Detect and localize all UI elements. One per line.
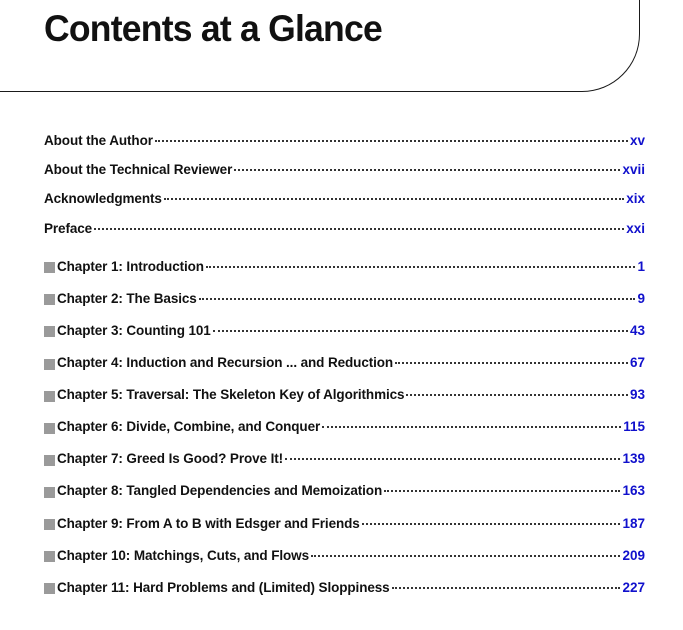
page-number-link[interactable]: 139 bbox=[622, 451, 645, 467]
square-bullet-icon bbox=[44, 519, 55, 530]
dot-leader bbox=[406, 394, 628, 396]
toc-entry-chapter-9[interactable] bbox=[44, 514, 645, 546]
dot-leader bbox=[206, 266, 636, 268]
chapter-list bbox=[44, 257, 645, 610]
toc-entry-chapter-3[interactable] bbox=[44, 321, 645, 353]
entry-title: Chapter 2: The Basics bbox=[57, 290, 197, 306]
dot-leader bbox=[213, 330, 628, 332]
toc-entry-about-the-author[interactable] bbox=[44, 131, 645, 160]
entry-title: Preface bbox=[44, 220, 93, 236]
dot-leader bbox=[392, 587, 621, 589]
square-bullet-icon bbox=[44, 423, 55, 434]
entry-title: Chapter 4: Induction and Recursion ... and Reduction bbox=[57, 355, 394, 371]
page-number-link[interactable]: xv bbox=[629, 133, 645, 148]
dot-leader bbox=[362, 523, 621, 525]
entry-title: About the Author bbox=[44, 133, 153, 148]
entry-title: Chapter 10: Matchings, Cuts, and Flows bbox=[57, 547, 309, 563]
toc-entry-chapter-10[interactable] bbox=[44, 546, 645, 578]
dot-leader bbox=[311, 555, 620, 557]
toc-entry-preface[interactable] bbox=[44, 219, 645, 248]
square-bullet-icon bbox=[44, 326, 55, 337]
toc-entry-about-the-technical-reviewer[interactable] bbox=[44, 160, 645, 189]
entry-title: Acknowledgments bbox=[44, 191, 162, 207]
square-bullet-icon bbox=[44, 262, 55, 273]
square-bullet-icon bbox=[44, 294, 55, 305]
square-bullet-icon bbox=[44, 551, 55, 562]
toc-entry-chapter-8[interactable] bbox=[44, 481, 645, 513]
dot-leader bbox=[384, 490, 620, 492]
dot-leader bbox=[322, 426, 621, 428]
page-number-link[interactable]: 67 bbox=[629, 355, 645, 371]
page-title: Contents at a Glance bbox=[44, 8, 382, 49]
dot-leader bbox=[155, 140, 628, 142]
entry-title: Chapter 1: Introduction bbox=[57, 258, 204, 274]
page-number-link[interactable]: xvii bbox=[622, 162, 645, 178]
toc-entry-chapter-11[interactable] bbox=[44, 578, 645, 610]
square-bullet-icon bbox=[44, 455, 55, 466]
dot-leader bbox=[285, 458, 620, 460]
dot-leader bbox=[395, 362, 628, 364]
toc-entry-acknowledgments[interactable] bbox=[44, 189, 645, 218]
entry-title: About the Technical Reviewer bbox=[44, 162, 233, 178]
toc-entry-chapter-4[interactable] bbox=[44, 353, 645, 385]
square-bullet-icon bbox=[44, 487, 55, 498]
toc-entry-chapter-1[interactable] bbox=[44, 257, 645, 289]
page-number-link[interactable]: 187 bbox=[622, 515, 645, 531]
entry-title: Chapter 11: Hard Problems and (Limited) Sloppiness bbox=[57, 579, 390, 595]
square-bullet-icon bbox=[44, 359, 55, 370]
dot-leader bbox=[164, 198, 624, 200]
page-number-link[interactable]: 209 bbox=[622, 547, 645, 563]
square-bullet-icon bbox=[44, 583, 55, 594]
table-of-contents bbox=[44, 131, 645, 610]
page-number-link[interactable]: 93 bbox=[629, 387, 645, 403]
toc-entry-chapter-6[interactable] bbox=[44, 417, 645, 449]
entry-title: Chapter 7: Greed Is Good? Prove It! bbox=[57, 451, 284, 467]
page-number-link[interactable]: 9 bbox=[637, 290, 645, 306]
toc-entry-chapter-2[interactable] bbox=[44, 289, 645, 321]
entry-title: Chapter 9: From A to B with Edsger and Friends bbox=[57, 515, 360, 531]
square-bullet-icon bbox=[44, 391, 55, 402]
page-number-link[interactable]: 1 bbox=[637, 258, 645, 274]
entry-title: Chapter 3: Counting 101 bbox=[57, 322, 211, 338]
toc-entry-chapter-5[interactable] bbox=[44, 385, 645, 417]
page-number-link[interactable]: 227 bbox=[622, 579, 645, 595]
page-number-link[interactable]: 43 bbox=[629, 322, 645, 338]
dot-leader bbox=[234, 169, 620, 171]
entry-title: Chapter 6: Divide, Combine, and Conquer bbox=[57, 419, 321, 435]
dot-leader bbox=[199, 298, 636, 300]
entry-title: Chapter 5: Traversal: The Skeleton Key of Algorithmics bbox=[57, 387, 405, 403]
front-matter-list bbox=[44, 131, 645, 248]
toc-entry-chapter-7[interactable] bbox=[44, 449, 645, 481]
page-number-link[interactable]: xxi bbox=[626, 220, 645, 236]
page-number-link[interactable]: 115 bbox=[623, 419, 645, 435]
page-number-link[interactable]: 163 bbox=[622, 483, 645, 499]
dot-leader bbox=[94, 228, 624, 230]
page-number-link[interactable]: xix bbox=[626, 191, 645, 207]
entry-title: Chapter 8: Tangled Dependencies and Memoization bbox=[57, 483, 383, 499]
